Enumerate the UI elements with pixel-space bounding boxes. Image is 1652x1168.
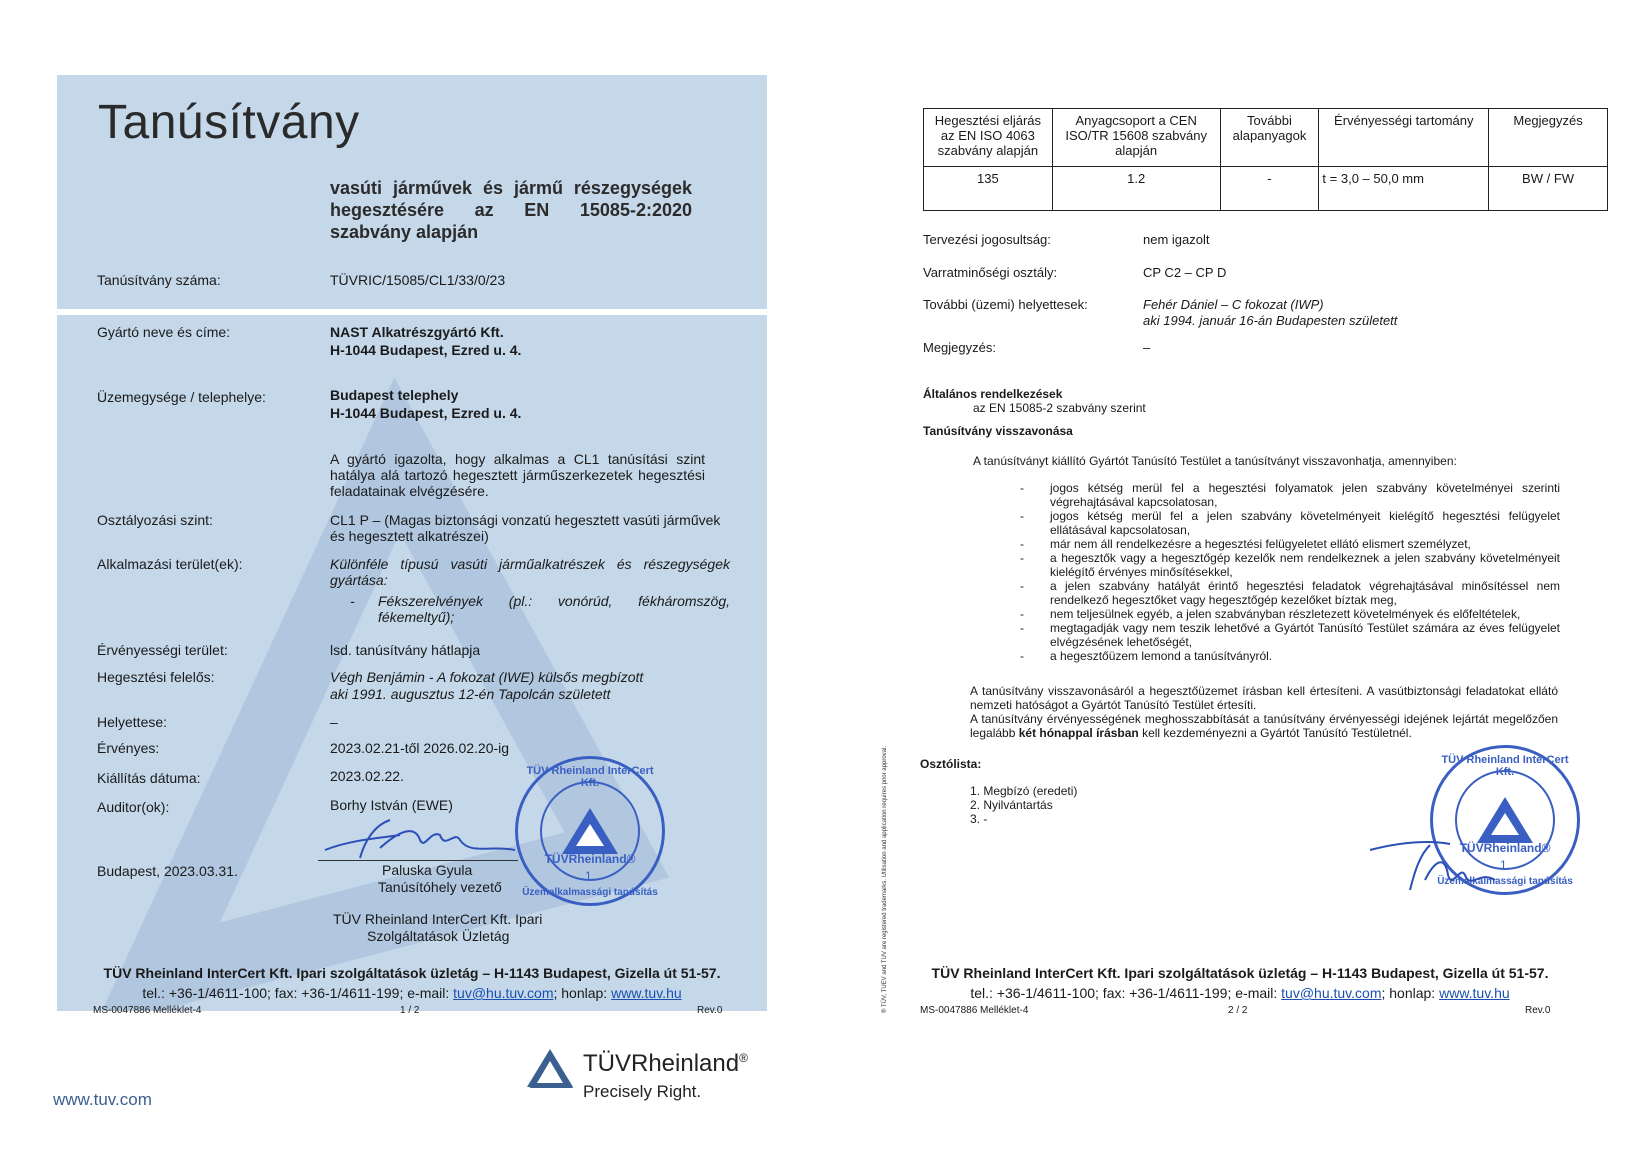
design-value: nem igazolt xyxy=(1143,232,1210,247)
stamp-brand: TÜVRheinland® xyxy=(1459,841,1551,855)
revocation-intro: A tanúsítványt kiállító Gyártót Tanúsító Testület a tanúsítványt visszavonhatja, amennyiben: xyxy=(973,454,1457,468)
class-level-label: Osztályozási szint: xyxy=(97,512,213,528)
cell-validity-range: t = 3,0 – 50,0 mm xyxy=(1319,167,1489,211)
footer-right xyxy=(920,965,1560,1001)
distribution-item: 2. Nyilvántartás xyxy=(970,798,1053,812)
list-item: - jogos kétség merül fel a hegesztési folyamatok jelen szabvány követelményei szerinti végrehajtásával kapcsolatosan, xyxy=(1020,481,1560,509)
welding-coordinator-label: Hegesztési felelős: xyxy=(97,669,215,685)
issue-date-value: 2023.02.22. xyxy=(330,768,404,784)
page-number-left: 1 / 2 xyxy=(400,1005,420,1016)
footer-tel: tel.: +36-1/4611-100; fax: +36-1/4611-199; e-mail: xyxy=(142,985,454,1001)
general-title: Általános rendelkezések xyxy=(923,387,1063,401)
page-number-right: 2 / 2 xyxy=(1228,1005,1248,1016)
process-table xyxy=(923,108,1608,211)
issue-date-label: Kiállítás dátuma: xyxy=(97,770,201,786)
page-title: Tanúsítvány xyxy=(98,96,360,149)
deputy-label: Helyettese: xyxy=(97,714,168,730)
manufacturer-name: NAST Alkatrészgyártó Kft. xyxy=(330,324,504,340)
stamp-number: 1. xyxy=(584,869,595,883)
logo-registered: ® xyxy=(739,1051,748,1065)
general-subtitle: az EN 15085-2 szabvány szerint xyxy=(973,401,1146,415)
statement-text: A gyártó igazolta, hogy alkalmas a CL1 tanúsítási szint hatálya alá tartozó hegesztett járműszerkezetek hegesztési feladatainak elvégzésére. xyxy=(330,451,705,499)
class-level-value: CL1 P – (Magas biztonsági vonzatú hegesztett vasúti járművek és hegesztett alkatrészei) xyxy=(330,512,721,544)
cell-remark: BW / FW xyxy=(1489,167,1608,211)
header-process: Hegesztési eljárás az EN ISO 4063 szabvány alapján xyxy=(924,109,1053,167)
further-deputy-birth: aki 1994. január 16-án Budapesten született xyxy=(1143,313,1398,328)
extension-notice xyxy=(970,712,1558,740)
logo-brand: TÜVRheinland xyxy=(583,1050,740,1077)
list-item: - nem teljesülnek egyéb, a jelen szabványban részletezett követelmények és előfeltételek, xyxy=(1020,607,1560,621)
list-item: - megtagadják vagy nem teszik lehetővé a Gyártót Tanúsító Testület számára az éves felügyelet elvégzésének lehetőségét, xyxy=(1020,621,1560,649)
list-item: - a jelen szabvány hatályát érintő hegesztési feladatok végrehajtásával minősítéssel nem rendelkező hegesztőket vagy hegesztőgép kezelőket bíztak meg, xyxy=(1020,579,1560,607)
list-item: - már nem áll rendelkezésre a hegesztési felügyeletet ellátó elismert személyzet, xyxy=(1020,537,1560,551)
trademark-side-note: ® TÜV, TUEV and TUV are registered trademarks. Utilisation and application requires prior approval. xyxy=(882,746,888,1013)
application-sub-item: Fékszerelvények (pl.: vonórúd, fékháromszög, fékemeltyű); xyxy=(378,593,730,625)
further-deputy-label: További (üzemi) helyettesek: xyxy=(923,297,1088,312)
distribution-title: Osztólista: xyxy=(920,757,982,771)
signer-name: Paluska Gyula xyxy=(382,862,473,878)
welding-coordinator-birth: aki 1991. augusztus 12-én Tapolcán született xyxy=(330,686,611,702)
header-validity-range: Érvényességi tartomány xyxy=(1319,109,1489,167)
website-link[interactable]: www.tuv.hu xyxy=(1439,985,1510,1001)
footer-left xyxy=(57,965,767,1001)
valid-value: 2023.02.21-től 2026.02.20-ig xyxy=(330,740,510,756)
place-date: Budapest, 2023.03.31. xyxy=(97,863,238,879)
application-value: Különféle típusú vasúti járműalkatrészek és részegységek gyártása: xyxy=(330,556,730,588)
tuv-logo xyxy=(525,1045,785,1105)
header-further-material: További alapanyagok xyxy=(1220,109,1319,167)
stamp-number: 1. xyxy=(1499,858,1510,872)
header-band-divider xyxy=(57,309,767,315)
org-line-2: Szolgáltatások Üzletág xyxy=(367,928,510,944)
stamp-ring-top: TÜV Rheinland InterCert Kft. xyxy=(1441,754,1569,778)
list-item: - jogos kétség merül fel a jelen szabvány követelményeit kielégítő hegesztési felügyelet ellátásával kapcsolatosan, xyxy=(1020,509,1560,537)
cell-process: 135 xyxy=(924,167,1053,211)
certificate-scope: vasúti járművek és jármű részegységek hegesztésére az EN 15085-2:2020 szabvány alapján xyxy=(330,178,692,242)
form-number-left: MS-0047886 Melléklet-4 xyxy=(93,1005,202,1016)
revision-left: Rev.0 xyxy=(697,1005,723,1016)
footer-tel: tel.: +36-1/4611-100; fax: +36-1/4611-199; e-mail: xyxy=(970,985,1282,1001)
logo-wordmark xyxy=(583,1050,748,1078)
www-link[interactable]: www.tuv.com xyxy=(53,1090,152,1109)
footer-contact xyxy=(57,985,767,1001)
design-label: Tervezési jogosultság: xyxy=(923,232,1051,247)
stamp-brand: TÜVRheinland® xyxy=(544,852,636,866)
extension-notice-part1: A tanúsítvány érvényességének meghosszabbítását a tanúsítvány érvényességi idejének lejártát megelőzően legalább xyxy=(970,712,1558,740)
extension-notice-part2: kell kezdeményezni a Gyártót Tanúsító Testületnél. xyxy=(1138,726,1412,740)
stamp-triangle-icon xyxy=(562,808,618,854)
revocation-list xyxy=(1020,481,1560,663)
signer-role: Tanúsítóhely vezető xyxy=(378,879,502,895)
email-link[interactable]: tuv@hu.tuv.com xyxy=(453,985,554,1001)
footer-contact xyxy=(920,985,1560,1001)
signature-left xyxy=(320,810,520,870)
stamp-left xyxy=(515,756,665,906)
org-line-1: TÜV Rheinland InterCert Kft. Ipari xyxy=(333,911,543,927)
note-value: – xyxy=(1143,340,1151,355)
validity-area-label: Érvényességi terület: xyxy=(97,642,228,658)
tuv-logo-triangle-icon xyxy=(525,1047,575,1089)
header-remark: Megjegyzés xyxy=(1489,109,1608,167)
extension-notice-bold: két hónappal írásban xyxy=(1018,726,1139,740)
site-label: Üzemegysége / telephelye: xyxy=(97,389,266,405)
manufacturer-label: Gyártó neve és címe: xyxy=(97,324,231,340)
footer-address: TÜV Rheinland InterCert Kft. Ipari szolgáltatások üzletág – H-1143 Budapest, Gizella út 51-57. xyxy=(931,965,1549,981)
site-address: H-1044 Budapest, Ezred u. 4. xyxy=(330,405,522,421)
website-link[interactable]: www.tuv.hu xyxy=(611,985,682,1001)
footer-home-label: ; honlap: xyxy=(1381,985,1440,1001)
distribution-item: 1. Megbízó (eredeti) xyxy=(970,784,1078,798)
welding-coordinator-value: Végh Benjámin - A fokozat (IWE) külsős megbízott xyxy=(330,669,644,685)
footer-home-label: ; honlap: xyxy=(553,985,612,1001)
footer-address: TÜV Rheinland InterCert Kft. Ipari szolgáltatások üzletág – H-1143 Budapest, Gizella út 51-57. xyxy=(103,965,721,981)
stamp-ring-bottom: Üzemalkalmassági tanúsítás xyxy=(1437,876,1573,887)
weld-quality-value: CP C2 – CP D xyxy=(1143,265,1227,280)
list-item: - a hegesztőüzem lemond a tanúsítványról. xyxy=(1020,649,1560,663)
table-header-row xyxy=(924,109,1608,167)
auditor-label: Auditor(ok): xyxy=(97,799,170,815)
cert-number-label: Tanúsítvány száma: xyxy=(97,272,221,288)
table-row xyxy=(924,167,1608,211)
manufacturer-address: H-1044 Budapest, Ezred u. 4. xyxy=(330,342,522,358)
email-link[interactable]: tuv@hu.tuv.com xyxy=(1281,985,1382,1001)
site-name: Budapest telephely xyxy=(330,387,459,403)
signature-line xyxy=(318,860,518,861)
cell-material-group: 1.2 xyxy=(1052,167,1220,211)
stamp-ring-top: TÜV Rheinland InterCert Kft. xyxy=(526,765,654,789)
valid-label: Érvényes: xyxy=(97,740,160,756)
cell-further-material: - xyxy=(1220,167,1319,211)
header-material-group: Anyagcsoport a CEN ISO/TR 15608 szabvány alapján xyxy=(1052,109,1220,167)
form-number-right: MS-0047886 Melléklet-4 xyxy=(920,1005,1029,1016)
distribution-item: 3. - xyxy=(970,812,988,826)
application-sub-dash: - xyxy=(350,593,355,609)
further-deputy-value: Fehér Dániel – C fokozat (IWP) xyxy=(1143,297,1324,312)
revocation-title: Tanúsítvány visszavonása xyxy=(923,424,1073,438)
application-label: Alkalmazási terület(ek): xyxy=(97,556,243,572)
auditor-value: Borhy István (EWE) xyxy=(330,797,453,813)
revocation-notice: A tanúsítvány visszavonásáról a hegesztőüzemet írásban kell értesíteni. A vasútbiztonsági feladatokat ellátó nemzeti hatóságot a Gyártót Tanúsító Testület értesíti. xyxy=(970,684,1558,712)
logo-tagline: Precisely Right. xyxy=(583,1082,702,1101)
stamp-ring-bottom: Üzemalkalmassági tanúsítás xyxy=(522,887,658,898)
note-label: Megjegyzés: xyxy=(923,340,996,355)
revision-right: Rev.0 xyxy=(1525,1005,1551,1016)
validity-area-value: lsd. tanúsítvány hátlapja xyxy=(330,642,481,658)
list-item: - a hegesztők vagy a hegesztőgép kezelők nem rendelkeznek a jelen szabvány követelményeit kielégítő érvényes minősítésekkel, xyxy=(1020,551,1560,579)
signature-right xyxy=(1360,830,1500,900)
deputy-value: – xyxy=(330,714,338,730)
cert-number-value: TÜVRIC/15085/CL1/33/0/23 xyxy=(330,272,506,288)
weld-quality-label: Varratminőségi osztály: xyxy=(923,265,1058,280)
